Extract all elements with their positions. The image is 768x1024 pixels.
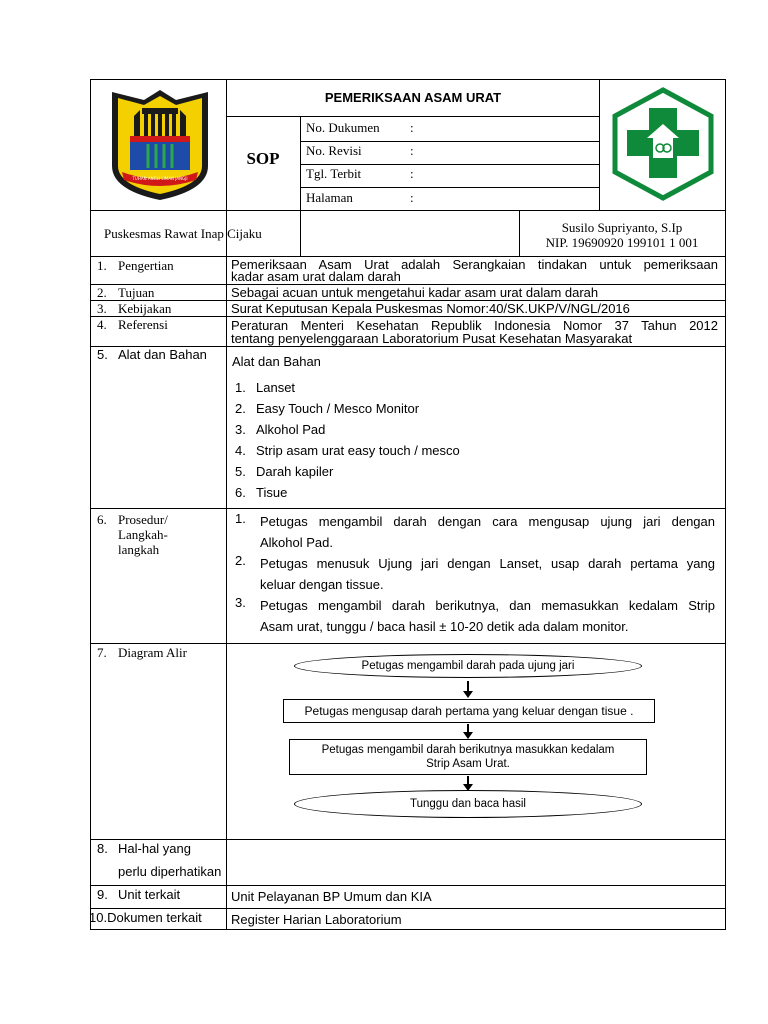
prosedur-steps (235, 511, 715, 637)
unit-text: Unit Pelayanan BP Umum dan KIA (231, 889, 432, 904)
step-text: Alkohol Pad. (260, 535, 333, 550)
row-diagram-label: 7. Diagram Alir (97, 645, 187, 660)
district-emblem-logo (104, 86, 216, 204)
list-item: 3. Alkohol Pad (235, 422, 326, 437)
flow-end-oval: Tunggu dan baca hasil (294, 790, 642, 818)
step-text: Petugas mengambil darah berikutnya, dan memasukkan kedalam Strip (260, 598, 715, 613)
step-text: Asam urat, tunggu / baca hasil ± 10-20 detik ada dalam monitor. (260, 619, 629, 634)
row-alat-label: 5. Alat dan Bahan (97, 347, 207, 362)
dokumen-text: Register Harian Laboratorium (231, 912, 402, 927)
referensi-text-line2: tentang penyelenggaraan Laboratorium Pusat Kesehatan Masyarakat (231, 331, 633, 346)
flow-step-2: Petugas mengusap darah pertama yang keluar dengan tisue . (283, 699, 655, 723)
puskesmas-logo (607, 86, 719, 202)
list-item (235, 511, 715, 553)
field-halaman: Halaman (306, 190, 353, 205)
step-number: 3. (235, 595, 246, 610)
prosedur-label-line2: Langkah- (118, 527, 168, 542)
signer-nip: NIP. 19690920 199101 1 001 (545, 235, 699, 250)
row-referensi-label: 4. Referensi (97, 317, 168, 332)
logo-banner-text: TUHAN ANGLI LIMAN JANGJI (132, 176, 188, 181)
document-title: PEMERIKSAAN ASAM URAT (324, 90, 502, 105)
flow-step-3 (289, 739, 647, 775)
field-no-dukumen: No. Dukumen (306, 120, 380, 135)
hal-label-line2: perlu diperhatikan (118, 864, 222, 879)
kebijakan-text: Surat Keputusan Kepala Puskesmas Nomor:40/SK.UKP/V/NGL/2016 (231, 301, 630, 316)
step-text: Petugas menusuk Ujung jari dengan Lanset, usap darah pertama yang (260, 556, 715, 571)
list-item: 6. Tisue (235, 485, 288, 500)
list-item: 1. Lanset (235, 380, 296, 395)
sop-label: SOP (246, 149, 280, 168)
list-item: 5. Darah kapiler (235, 464, 334, 479)
row-hal-label: 8. Hal-hal yang perlu diperhatikan (97, 841, 222, 879)
referensi-text-line1: Peraturan Menteri Kesehatan Republik Indonesia Nomor 37 Tahun 2012 (231, 318, 718, 333)
list-item (235, 553, 715, 595)
field-no-revisi: No. Revisi (306, 143, 362, 158)
pengertian-text-line2: kadar asam urat dalam darah (231, 269, 401, 284)
list-item: 4. Strip asam urat easy touch / mesco (235, 443, 460, 458)
flow-step-3-line1: Petugas mengambil darah berikutnya masukkan kedalam (321, 744, 615, 756)
step-number: 1. (235, 511, 246, 526)
row-pengertian-label: 1. Pengertian (97, 258, 174, 273)
pengertian-text-line1: Pemeriksaan Asam Urat adalah Serangkaian tindakan untuk pemeriksaan (231, 257, 718, 272)
row-dokumen-label: 10.Dokumen terkait (89, 910, 202, 925)
field-sep: : (410, 143, 414, 158)
alat-heading: Alat dan Bahan (232, 354, 321, 369)
tujuan-text: Sebagai acuan untuk mengetahui kadar asam urat dalam darah (231, 285, 599, 300)
flow-arrow (467, 776, 469, 785)
field-sep: : (410, 120, 414, 135)
flow-arrow (467, 681, 469, 692)
field-tgl-terbit: Tgl. Terbit (306, 166, 362, 181)
row-unit-label: 9. Unit terkait (97, 887, 181, 902)
list-item (235, 595, 715, 637)
flow-step-3-line2: Strip Asam Urat. (426, 758, 510, 770)
flow-arrow (467, 724, 469, 733)
institution-name: Puskesmas Rawat Inap Cijaku (104, 226, 262, 241)
row-tujuan-label: 2. Tujuan (97, 285, 155, 300)
signer-name: Susilo Supriyanto, S.Ip (561, 220, 683, 235)
step-number: 2. (235, 553, 246, 568)
field-sep: : (410, 190, 414, 205)
field-sep: : (410, 166, 414, 181)
step-text: keluar dengan tissue. (260, 577, 384, 592)
row-kebijakan-label: 3. Kebijakan (97, 301, 172, 316)
step-text: Petugas mengambil darah dengan cara mengusap ujung jari dengan (260, 514, 715, 529)
flow-start-oval: Petugas mengambil darah pada ujung jari (294, 654, 642, 678)
prosedur-label-line3: langkah (118, 542, 160, 557)
row-prosedur-label: 6. Prosedur/ Langkah- langkah (97, 512, 222, 557)
alat-list (235, 380, 705, 506)
list-item: 2. Easy Touch / Mesco Monitor (235, 401, 420, 416)
